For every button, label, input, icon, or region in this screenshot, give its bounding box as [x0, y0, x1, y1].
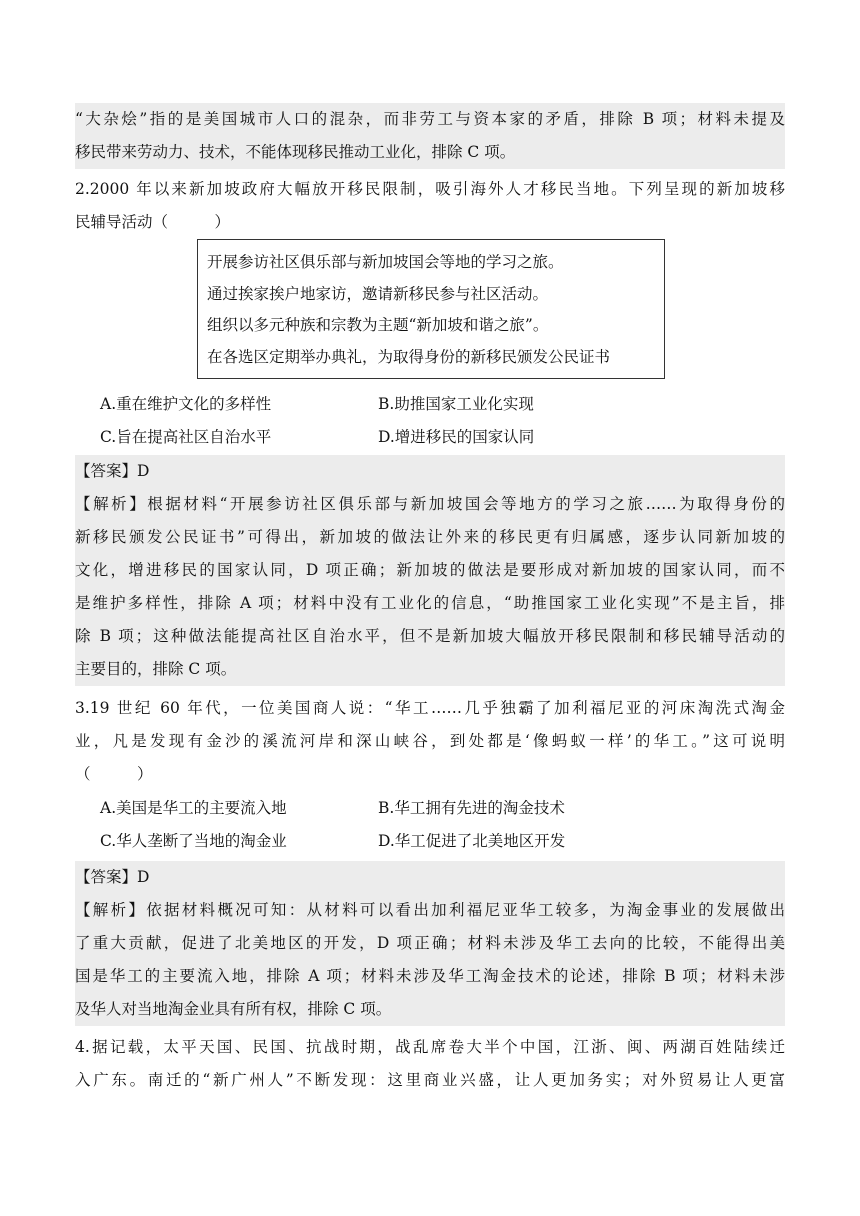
- option-d: D.华工促进了北美地区开发: [378, 832, 566, 850]
- material-line: 通过挨家挨户地家访，邀请新移民参与社区活动。: [207, 284, 549, 303]
- q4-stem: [75, 1031, 785, 1097]
- answer-label: 【答案】D: [75, 462, 150, 480]
- option-a: A.美国是华工的主要流入地: [100, 799, 287, 817]
- text-line: 2.2000 年以来新加坡政府大幅放开移民限制，吸引海外人才移民当地。下列呈现的新加坡移: [75, 180, 785, 198]
- option-c: C.旨在提高社区自治水平: [100, 428, 272, 446]
- text-line: 入广东。南迁的“新广州人”不断发现：这里商业兴盛，让人更加务实；对外贸易让人更富: [75, 1071, 785, 1089]
- text-line: 业，凡是发现有金沙的溪流河岸和深山峡谷，到处都是‘像蚂蚁一样’的华工。”这可说明: [75, 732, 785, 750]
- q3-options: [100, 792, 760, 858]
- material-line: 在各选区定期举办典礼，为取得身份的新移民颁发公民证书: [207, 347, 611, 366]
- analysis-line: 除 B 项；这种做法能提高社区自治水平，但不是新加坡大幅放开移民限制和移民辅导活动的: [75, 627, 785, 645]
- option-c: C.华人垄断了当地的淘金业: [100, 832, 287, 850]
- q2-material-box: [197, 239, 665, 379]
- material-line: 组织以多元种族和宗教为主题“新加坡和谐之旅”。: [207, 316, 549, 334]
- text-line: 移民带来劳动力、技术，不能体现移民推动工业化，排除 C 项。: [75, 143, 516, 161]
- analysis-line: 新移民颁发公民证书”可得出，新加坡的做法让外来的移民更有归属感，逐步认同新加坡的: [75, 528, 785, 546]
- option-b: B.助推国家工业化实现: [378, 395, 534, 413]
- option-d: D.增进移民的国家认同: [378, 428, 535, 446]
- q3-stem: [75, 692, 785, 791]
- q2-options: [100, 388, 760, 454]
- option-b: B.华工拥有先进的淘金技术: [378, 799, 565, 817]
- analysis-line: 国是华工的主要流入地，排除 A 项；材料未涉及华工淘金技术的论述，排除 B 项；材料未涉: [75, 967, 785, 985]
- q1-analysis-tail: [75, 103, 785, 169]
- analysis-line: 是维护多样性，排除 A 项；材料中没有工业化的信息，“助推国家工业化实现”不是主旨，排: [75, 594, 785, 612]
- material-line: 开展参访社区俱乐部与新加坡国会等地的学习之旅。: [207, 253, 564, 271]
- analysis-line: 了重大贡献，促进了北美地区的开发，D 项正确；材料未涉及华工去向的比较，不能得出美: [75, 934, 785, 952]
- text-line: （ ）: [75, 765, 153, 783]
- q3-answer-analysis: [75, 861, 785, 1026]
- analysis-line: 文化，增进移民的国家认同，D 项正确；新加坡的做法是要形成对新加坡的国家认同，而不: [75, 561, 785, 579]
- analysis-line: 及华人对当地淘金业具有所有权，排除 C 项。: [75, 1000, 392, 1018]
- q2-answer-analysis: [75, 455, 785, 686]
- analysis-line: 【解析】根据材料“开展参访社区俱乐部与新加坡国会等地方的学习之旅……为取得身份的: [75, 495, 785, 513]
- analysis-line: 主要目的，排除 C 项。: [75, 660, 237, 678]
- text-line: 民辅导活动（ ）: [75, 213, 231, 231]
- q2-stem: [75, 173, 785, 239]
- text-line: 4.据记载，太平天国、民国、抗战时期，战乱席卷大半个中国，江浙、闽、两湖百姓陆续迁: [75, 1038, 785, 1056]
- text-line: “大杂烩”指的是美国城市人口的混杂，而非劳工与资本家的矛盾，排除 B 项；材料未提及: [75, 110, 785, 128]
- text-line: 3.19 世纪 60 年代，一位美国商人说：“华工……几乎独霸了加利福尼亚的河床淘洗式淘金: [75, 699, 785, 717]
- option-a: A.重在维护文化的多样性: [100, 395, 272, 413]
- analysis-line: 【解析】依据材料概况可知：从材料可以看出加利福尼亚华工较多，为淘金事业的发展做出: [75, 901, 785, 919]
- answer-label: 【答案】D: [75, 868, 150, 886]
